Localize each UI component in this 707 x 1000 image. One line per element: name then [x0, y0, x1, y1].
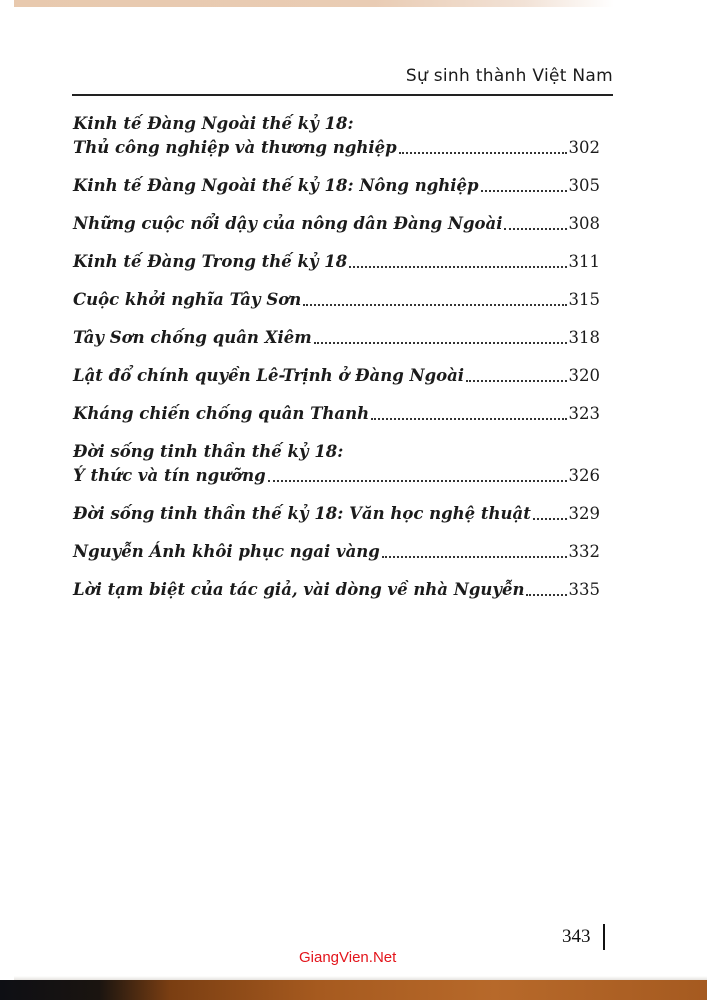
- toc-page: 302: [568, 138, 600, 157]
- table-surface-bottom: [0, 980, 707, 1000]
- dot-leader: [349, 266, 566, 268]
- dot-leader: [533, 518, 567, 520]
- toc-title-line1: Đời sống tinh thần thế kỷ 18:: [73, 442, 344, 461]
- toc-entry: [73, 540, 600, 564]
- toc-entry: [73, 326, 600, 350]
- toc-entry: [73, 212, 600, 236]
- dot-leader: [466, 380, 566, 382]
- dot-leader: [314, 342, 567, 344]
- dot-leader: [481, 190, 567, 192]
- dot-leader: [303, 304, 566, 306]
- toc-page: 318: [568, 328, 600, 347]
- toc-entry: [73, 440, 600, 488]
- toc-page: 329: [568, 504, 600, 523]
- table-surface-top: [14, 0, 614, 7]
- dot-leader: [526, 594, 566, 596]
- toc-page: 332: [568, 542, 600, 561]
- toc-title: Thủ công nghiệp và thương nghiệp: [73, 138, 397, 157]
- toc-page: 311: [568, 252, 600, 271]
- toc-title: Những cuộc nổi dậy của nông dân Đàng Ngoài: [73, 214, 503, 233]
- toc-title: Tây Sơn chống quân Xiêm: [73, 328, 312, 347]
- toc-title-line1: Kinh tế Đàng Ngoài thế kỷ 18:: [73, 114, 354, 133]
- dot-leader: [382, 556, 567, 558]
- toc-entry: [73, 250, 600, 274]
- toc-entry: [73, 502, 600, 526]
- running-head: Sự sinh thành Việt Nam: [405, 66, 613, 86]
- dot-leader: [371, 418, 566, 420]
- toc-entry: [73, 112, 600, 160]
- toc-page: 305: [568, 176, 600, 195]
- toc-title: Lật đổ chính quyền Lê-Trịnh ở Đàng Ngoài: [73, 366, 465, 385]
- header-rule: [72, 94, 613, 96]
- toc-title: Lời tạm biệt của tác giả, vài dòng về nhà Nguyễn: [73, 580, 525, 599]
- toc-page: 308: [568, 214, 600, 233]
- dot-leader: [504, 228, 566, 230]
- dot-leader: [268, 480, 567, 482]
- page-number: 343: [562, 926, 591, 947]
- toc-entry: [73, 364, 600, 388]
- toc-page: 323: [568, 404, 600, 423]
- table-of-contents: [73, 112, 600, 616]
- toc-title: Ý thức và tín ngưỡng: [73, 466, 266, 485]
- toc-title: Kinh tế Đàng Trong thế kỷ 18: [73, 252, 348, 271]
- dot-leader: [399, 152, 567, 154]
- toc-title: Kinh tế Đàng Ngoài thế kỷ 18: Nông nghiệp: [73, 176, 479, 195]
- toc-title: Đời sống tinh thần thế kỷ 18: Văn học nghệ thuật: [73, 504, 531, 523]
- toc-entry: [73, 402, 600, 426]
- watermark: GiangVien.Net: [299, 949, 397, 966]
- page-number-bar: [603, 924, 605, 950]
- toc-page: 320: [568, 366, 600, 385]
- toc-title: Nguyễn Ánh khôi phục ngai vàng: [73, 542, 380, 561]
- toc-title: Kháng chiến chống quân Thanh: [73, 404, 370, 423]
- toc-page: 315: [568, 290, 600, 309]
- toc-title: Cuộc khởi nghĩa Tây Sơn: [73, 290, 302, 309]
- toc-page: 335: [568, 580, 600, 599]
- toc-entry: [73, 288, 600, 312]
- toc-entry: [73, 578, 600, 602]
- toc-entry: [73, 174, 600, 198]
- toc-page: 326: [568, 466, 600, 485]
